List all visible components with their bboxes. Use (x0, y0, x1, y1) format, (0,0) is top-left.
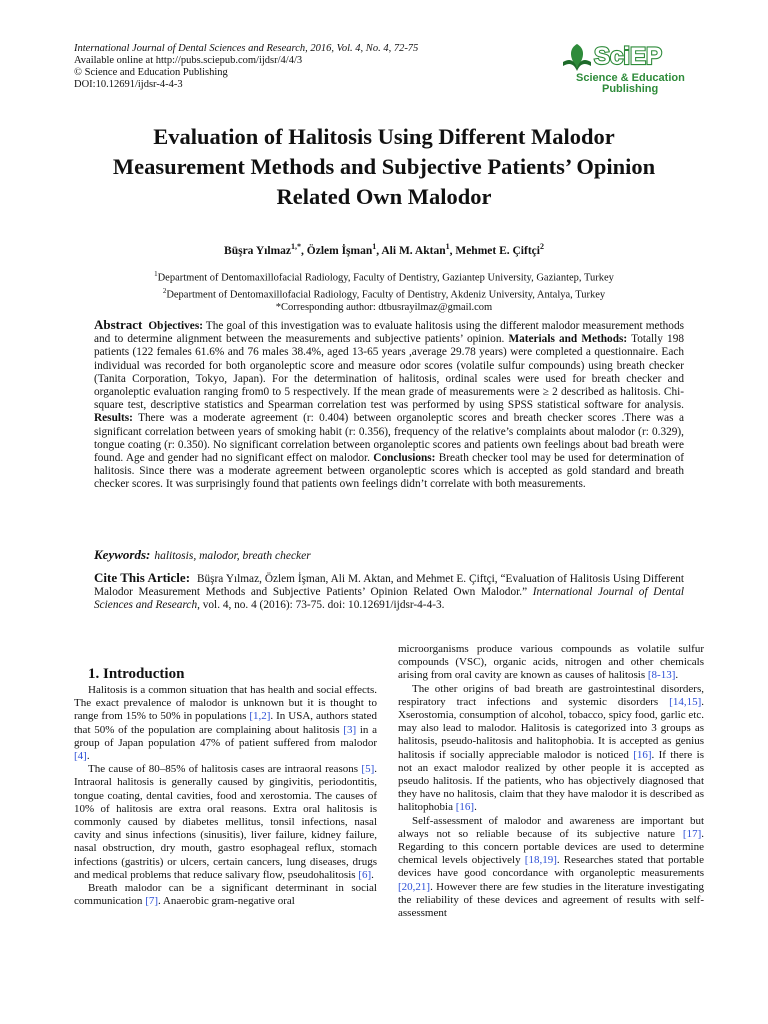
reference-link[interactable]: [8-13] (647, 669, 676, 682)
abstract (94, 318, 684, 492)
section-heading-introduction: 1. Introduction (88, 666, 185, 682)
author-affiliation-mark: 1 (445, 242, 450, 251)
publisher-line: © Science and Education Publishing (74, 67, 228, 78)
intro-paragraph-3: Breath malodor can be a significant determinant in social communication [7]. Anaerobic gram-negative oral (74, 882, 377, 908)
left-column (74, 664, 377, 908)
reference-link[interactable]: [7] (145, 895, 159, 908)
reference-link[interactable]: [16] (455, 801, 475, 814)
author-affiliation-mark: 2 (539, 242, 544, 251)
cite-journal: International Journal of Dental Sciences and Research (94, 586, 684, 612)
conclusions-label: Conclusions: (373, 452, 436, 465)
results-label: Results: (94, 412, 133, 425)
reference-link[interactable]: [1,2] (249, 710, 271, 723)
reference-link[interactable]: [3] (343, 723, 357, 736)
sciep-logo (560, 40, 700, 96)
cite-this-article: Cite This Article: Büşra Yılmaz, Özlem İşman, Ali M. Aktan, and Mehmet E. Çiftçi, “Evaluation of Halitosis Using Different Malodor Measurement Methods and Subjective Patients’ Opinion Related Own Malodor.” International Journal of Dental Sciences and Research, vol. 4, no. 4 (2016): 73-75. doi: 10.12691/ijdsr-4-4-3. (94, 570, 684, 612)
corresponding-author: *Corresponding author: dtbusrayilmaz@gmail.com (275, 302, 493, 313)
affiliations (74, 268, 694, 315)
reference-link[interactable]: [18,19] (524, 854, 557, 867)
keywords (94, 547, 684, 563)
results-text: There was a moderate agreement (r: 0.404) between organoleptic scores and breath checker scores .There was a significant correlation between years of smoking habit (r: 0.356), frequency of the relative’s complaints about malodor (r: 0.329), tongue coating (r: 0.350). No significant correlation between organoleptic scores and patients own feelings about bad breath were found. Age and gender had no significant effect on malodor. (94, 412, 684, 465)
reference-link[interactable]: [14,15] (669, 695, 702, 708)
author-list: Büşra Yılmaz$^{1,*}$, Özlem İşman$^1$, Ali M. Aktan$^1$, Mehmet E. Çiftçi$^2$ (224, 242, 544, 257)
logo-subtitle-1: Science & Education (576, 72, 685, 84)
objectives-text: The goal of this investigation was to evaluate halitosis using the different malodor measurement methods and to determine alignment between the measurements and subjective patients’ opinion. (94, 320, 684, 346)
cite-heading: Cite This Article: (94, 570, 191, 585)
author-name: Mehmet E. Çiftçi (455, 244, 540, 257)
wordmark-text: SciEP (594, 43, 663, 68)
article-title (60, 122, 708, 212)
keywords-heading: Keywords: (94, 547, 151, 562)
logo-subtitle-2: Publishing (602, 83, 659, 95)
author-affiliation-mark: 1,* (291, 242, 302, 251)
sciep-logo-lockup (560, 40, 700, 96)
conclusions-text: Breath checker tool may be used for determination of halitosis. Since there was a moderate agreement between organoleptic scores which is accepted as gold standard and breath checker scores. It was surprisingly found that patients own feelings didn’t correlate with both measurements. (94, 452, 684, 491)
book-leaf-icon (560, 40, 594, 72)
reference-link[interactable]: [5] (361, 763, 375, 776)
author-affiliation-mark: 1 (372, 242, 377, 251)
intro-paragraph-6: Self-assessment of malodor and awareness are important but always not so reliable because of its subjective nature [17]. Regarding to this concern portable devices are used to determine chemical levels objectively [18,19]. Researches stated that portable devices have good concordance with organoleptic measurements [20,21]. However there are few studies in the literature investigating the reliability of these devices and agreement of results with self-assessment (398, 814, 704, 920)
reference-link[interactable]: [17] (682, 827, 702, 840)
objectives-label: Objectives: (148, 320, 203, 332)
author-name: Ali M. Aktan (381, 244, 446, 257)
doi-line: DOI:10.12691/ijdsr-4-4-3 (74, 79, 183, 90)
available-online-line: Available online at http://pubs.sciepub.com/ijdsr/4/4/3 (74, 55, 303, 66)
journal-citation-line: International Journal of Dental Sciences and Research, 2016, Vol. 4, No. 4, 72-75 (74, 43, 419, 54)
author-name: Özlem İşman (306, 244, 373, 257)
reference-link[interactable]: [20,21] (398, 880, 431, 893)
intro-paragraph-1: Halitosis is a common situation that has health and social effects. The exact prevalence of malodor is unknown but it is thought to range from 15% to 50% in populations [1,2]. In USA, authors stated that 50% of the population are complaining about halitosis [3] in a group of Japan population 47% of patient suffered from malodor [4]. (74, 684, 377, 763)
journal-header (74, 43, 514, 91)
affiliation-2: $^2$Department of Dentomaxillofacial Radiology, Faculty of Dentistry, Akdeniz University, Antalya, Turkey (162, 287, 606, 301)
affiliation-1: $^1$Department of Dentomaxillofacial Radiology, Faculty of Dentistry, Gaziantep University, Gaziantep, Turkey (154, 270, 614, 284)
title-line-2: Measurement Methods and Subjective Patients’ Opinion (112, 154, 656, 179)
keywords-value: halitosis, malodor, breath checker (154, 550, 311, 562)
reference-link[interactable]: [16] (633, 748, 652, 761)
reference-link[interactable]: [6] (358, 868, 372, 881)
title-line-1: Evaluation of Halitosis Using Different Malodor (153, 124, 615, 149)
intro-paragraph-4: microorganisms produce various compounds as volatile sulfur compounds (VSC), organic acids, nitrogen and other chemicals arising from oral cavity are known as causes of halitosis [8-13]. (398, 643, 704, 682)
author-name: Büşra Yılmaz (224, 244, 292, 257)
abstract-heading: Abstract (94, 317, 143, 332)
right-column (398, 643, 704, 920)
intro-paragraph-2: The cause of 80–85% of halitosis cases are intraoral reasons [5]. Intraoral halitosis is generally caused by gingivitis, periodontitis, tongue coating, dental cavities, food and xerostomia. The causes of 10% of halitosis are extra oral reasons. Extra oral halitosis is commonly caused by diabetes mellitus, tonsil infections, nasal cavity and sinus infections (sinusitis), liver failure, kidney failure, nasal obstruction, dry mouth, gastro esophageal reflux, stomach infections (gastritis) or ulcers, certain cancers, lung diseases, drugs and medical problems that reduce salivary flow, pseudohalitosis [6]. (74, 763, 377, 881)
intro-paragraph-5: The other origins of bad breath are gastrointestinal disorders, respiratory tract infections and systemic disorders [14,15]. Xserostomia, consumption of alcohol, tobacco, spicy food, garlic etc. may also lead to malodor. Halitosis is categorized into 3 groups as halitosis, pseudo-halitosis and halitophobia. It is accepted as genius halitosis if socially appreciable malodor is noticed [16]. If there is not an exact malodor realized by other people it is accepted as pseudo halitosis. If the patients, who has objectively diagnosed that they have no halitosis, claim that they have malodor it is described as halitophobia [16]. (398, 682, 704, 814)
methods-label: Materials and Methods: (508, 333, 628, 346)
reference-link[interactable]: [4] (74, 750, 87, 763)
title-line-3: Related Own Malodor (276, 184, 492, 209)
sciep-wordmark (592, 42, 700, 68)
methods-text: Totally 198 patients (122 females 61.6% and 76 males 38.4%, aged 13-65 years ,average 29.78 years) were completed a questionnaire. Each individual was recorded for both organoleptic score and measure odor scores (volatile sulfur compounds) using breath checker (Tanita Corporation, Tokyo, Japan). For the determination of halitosis, ordinal scales were used for breath checker and organoleptic evaluation ranging from0 to 5 respectively. If the mean grade of measurements were ≥ 2 described as halitosis. Chi-square test, descriptive statistics and Spearman correlation test was performed by using SPSS statistical software for analysis. (94, 333, 684, 412)
